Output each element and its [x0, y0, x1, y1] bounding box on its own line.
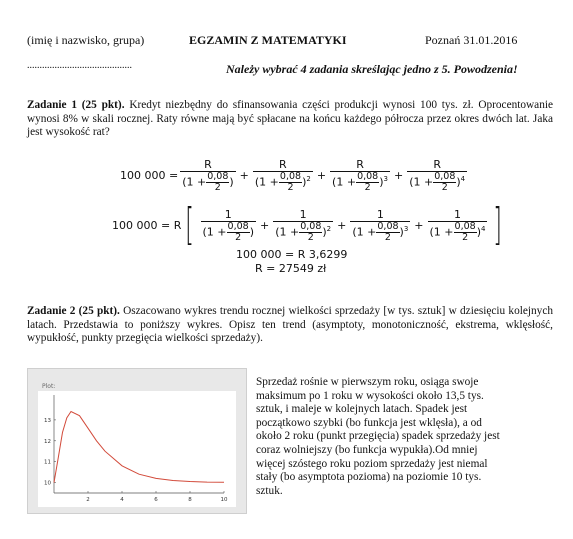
plot-panel — [27, 368, 247, 514]
task2-answer: Sprzedaż rośnie w pierwszym roku, osiąga swoje maksimum po 1 roku w wysokości około 13,5 tys. sztuk, i maleje w kolejnych latach. Spadek jest początkowo szybki (bo funkcja jest wklęsła), a od około 2 roku (punkt przegięcia) spadek sprzedaży jest coraz wolniejszy (bo funkcja wypukła).Od mniej więcej szóstego roku poziom sprzedaży jest niemal stały (bo asymptota pozioma) na poziomie 10 tys. sztuk. — [256, 376, 500, 497]
eq1-term-3: R (1 + $\frac{0,08}{2}$ )$^3$ — [332, 158, 388, 193]
y-tick-label: 13 — [44, 417, 51, 424]
eq1-term-2: R (1 + $\frac{0,08}{2}$ )$^2$ — [254, 158, 311, 193]
plot-area — [38, 391, 236, 507]
y-tick-label: 12 — [44, 438, 51, 445]
sales-trend-chart — [28, 369, 246, 513]
y-tick-label: 11 — [44, 459, 51, 466]
equation-2: 100 000 = R [ 1 (1 + $\frac{0,08}{2}$ ) + 1 (1 + $\frac{0,08}{2}$ )$^2$ + 1 (1 + $\frac{0,08}{2}$ )$^3$ + 1 (1 + $\frac{0,08}{2}$ )$^4$ ] — [112, 199, 503, 250]
task1-text: Kredyt niezbędny do sfinansowania części produkcji wynosi 100 tys. zł. Oprocentowanie wynosi 8% w skali rocznej. Raty równe mają być spłacane na końcu każdego półrocza przez okres dwóch lat. Jaka jest wysokość rat? — [27, 99, 553, 138]
task1-paragraph — [27, 99, 553, 140]
right-bracket: ] — [493, 199, 503, 250]
y-tick-label: 10 — [44, 480, 51, 487]
equation-1: 100 000 = R (1 + $\frac{0,08}{2}$ ) + R (1 + $\frac{0,08}{2}$ )$^2$ + R (1 + $\frac{0,08}{2}$ )$^3$ + R (1 + $\frac{0,08}{2}$ )$^4$ — [120, 158, 466, 193]
eq1-lhs: 100 000 = — [120, 169, 179, 182]
result-line-2: R = 27549 zł — [255, 262, 327, 275]
eq2-term-1: 1 (1 + $\frac{0,08}{2}$ ) — [202, 207, 254, 243]
left-bracket: [ — [185, 199, 195, 250]
place-date: Poznań 31.01.2016 — [425, 33, 518, 47]
exam-title: EGZAMIN Z MATEMATYKI — [189, 33, 347, 47]
name-field-label: (imię i nazwisko, grupa) — [27, 33, 145, 47]
x-tick-label: 10 — [220, 497, 228, 503]
result-line-1: 100 000 = R 3,6299 — [236, 248, 348, 261]
x-tick-label: 8 — [188, 497, 192, 503]
eq2-term-2: 1 (1 + $\frac{0,08}{2}$ )$^2$ — [275, 207, 332, 243]
eq1-term-4: R (1 + $\frac{0,08}{2}$ )$^4$ — [409, 158, 466, 193]
x-tick-label: 4 — [120, 497, 124, 503]
eq1-term-1: R (1 + $\frac{0,08}{2}$ ) — [182, 158, 234, 193]
x-tick-label: 6 — [154, 497, 158, 503]
eq2-term-3: 1 (1 + $\frac{0,08}{2}$ )$^3$ — [352, 207, 409, 243]
x-tick-label: 2 — [86, 497, 90, 503]
instruction: Należy wybrać 4 zadania skreślając jedno z 5. Powodzenia! — [226, 62, 518, 76]
eq2-lhs: 100 000 = R — [112, 218, 182, 232]
task2-text: Oszacowano wykres trendu rocznej wielkości sprzedaży [w tys. sztuk] w dziesięciu kolejnych latach. Przedstawia to poniższy wykres. Opisz ten trend (asymptoty, monotoniczność, ekstrema, wklęsłość, wypukłość, punkty przegięcia wielkości sprzedaży). — [27, 305, 553, 344]
task2-heading: Zadanie 2 (25 pkt). — [27, 305, 120, 317]
task2-paragraph — [27, 305, 553, 346]
name-dots: .......................................... — [27, 60, 132, 71]
plot-label: Plot: — [42, 383, 56, 390]
eq2-term-4: 1 (1 + $\frac{0,08}{2}$ )$^4$ — [429, 207, 486, 243]
task1-heading: Zadanie 1 (25 pkt). — [27, 99, 125, 111]
